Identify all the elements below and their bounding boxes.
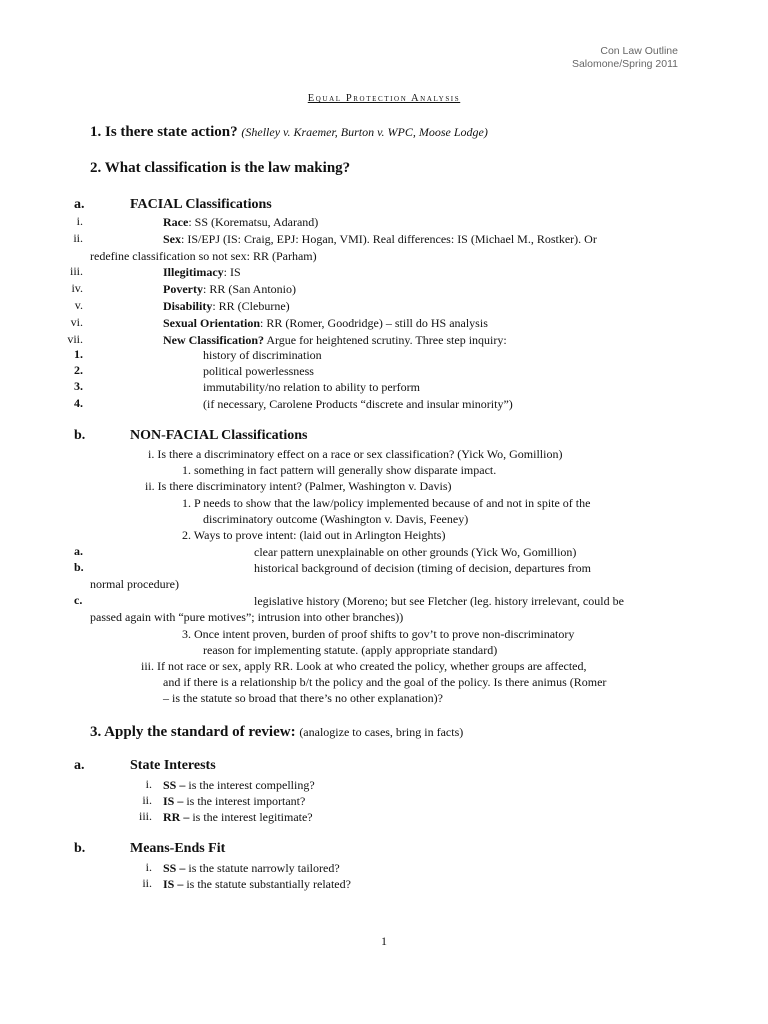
- nonfacial-line-16: – is the statute so broad that there’s no other explanation)?: [163, 691, 443, 705]
- nonfacial-line-1: i. Is there a discriminatory effect on a race or sex classification? (Yick Wo, Gomillion): [148, 447, 563, 461]
- facial-step-number: 2.: [74, 363, 83, 378]
- nonfacial-line-11: passed again with “pure motives”; intrusion into other branches)): [90, 610, 404, 624]
- facial-item-text: : RR (Cleburne): [212, 299, 290, 313]
- page-number: 1: [381, 934, 387, 948]
- state-interest-number: i.: [145, 777, 152, 791]
- means-ends-label: IS –: [163, 877, 184, 891]
- facial-step-text: history of discrimination: [203, 348, 322, 362]
- facial-item-number: v.: [74, 298, 83, 312]
- means-ends-item: [163, 876, 351, 892]
- facial-item: [163, 231, 597, 247]
- means-ends-item: [163, 860, 340, 876]
- state-interest-text: is the interest important?: [183, 794, 306, 808]
- question-1-cases: (Shelley v. Kraemer, Burton v. WPC, Moose Lodge): [241, 125, 488, 139]
- facial-item: [163, 281, 296, 297]
- facial-item-text: redefine classification so not sex: RR (Parham): [90, 248, 317, 263]
- facial-item-number: vi.: [70, 314, 83, 329]
- facial-item-label: Sex: [163, 231, 181, 246]
- nonfacial-line-2: 1. something in fact pattern will generally show disparate impact.: [182, 463, 497, 477]
- nonfacial-line-4: 1. P needs to show that the law/policy implemented because of and not in spite of the: [182, 496, 591, 510]
- means-ends-label: SS –: [163, 861, 186, 875]
- facial-item: [90, 248, 317, 264]
- state-interest-item: [163, 809, 313, 825]
- nonfacial-line-14: iii. If not race or sex, apply RR. Look at who created the policy, whether groups are affected,: [141, 659, 587, 673]
- facial-item-text: : RR (San Antonio): [202, 282, 296, 297]
- means-ends-text: is the statute substantially related?: [183, 877, 351, 891]
- facial-item-label: Sexual Orientation: [163, 315, 261, 330]
- state-letter: a.: [74, 758, 85, 773]
- state-interest-text: is the interest legitimate?: [189, 810, 313, 824]
- means-ends-number: i.: [145, 860, 152, 874]
- facial-item-label: Illegitimacy: [163, 265, 224, 280]
- nonfacial-line-7: clear pattern unexplainable on other grounds (Yick Wo, Gomillion): [254, 545, 577, 559]
- nonfacial-line-5: discriminatory outcome (Washington v. Davis, Feeney): [203, 512, 469, 526]
- state-interest-number: ii.: [142, 793, 152, 807]
- facial-step-number: 1.: [74, 347, 83, 361]
- header-term: Salomone/Spring 2011: [571, 58, 678, 70]
- facial-item-label: Poverty: [163, 282, 203, 297]
- facial-item: [163, 298, 290, 314]
- facial-item-label: Race: [163, 215, 189, 229]
- facial-step-text: immutability/no relation to ability to perform: [203, 380, 420, 395]
- facial-item-number: iii.: [69, 264, 83, 279]
- question-1-text: 1. Is there state action?: [90, 124, 242, 140]
- header-course: Con Law Outline: [600, 45, 678, 57]
- facial-item-label: New Classification?: [163, 332, 264, 347]
- state-interest-item: [163, 777, 315, 793]
- state-interest-label: SS –: [163, 778, 186, 792]
- facial-step-text: (if necessary, Carolene Products “discrete and insular minority”): [203, 396, 513, 411]
- intent-letter-c: c.: [74, 593, 83, 607]
- question-3-text: 3. Apply the standard of review:: [90, 724, 300, 740]
- question-2: 2. What classification is the law making?: [90, 160, 351, 176]
- means-ends-text: is the statute narrowly tailored?: [185, 861, 340, 875]
- nonfacial-line-6: 2. Ways to prove intent: (laid out in Arlington Heights): [182, 528, 446, 542]
- state-heading: State Interests: [130, 758, 216, 773]
- facial-item-text: : RR (Romer, Goodridge) – still do HS analysis: [260, 315, 488, 330]
- facial-step-number: 4.: [74, 395, 83, 410]
- facial-item-label: Disability: [163, 299, 213, 313]
- means-letter: b.: [74, 841, 86, 856]
- means-heading: Means-Ends Fit: [130, 841, 226, 856]
- question-3: [90, 724, 463, 741]
- nonfacial-line-10: legislative history (Moreno; but see Fletcher (leg. history irrelevant, could be: [254, 594, 624, 608]
- question-1: [90, 124, 488, 141]
- facial-item-text: Argue for heightened scrutiny. Three step inquiry:: [264, 332, 507, 347]
- facial-item: [163, 332, 507, 348]
- facial-item: [163, 315, 488, 331]
- facial-item-number: i.: [76, 214, 83, 228]
- means-ends-number: ii.: [142, 876, 152, 890]
- page-title: Equal Protection Analysis: [307, 93, 461, 104]
- facial-item-number: vii.: [67, 331, 83, 346]
- facial-step-number: 3.: [74, 379, 83, 394]
- nonfacial-line-15: and if there is a relationship b/t the policy and the goal of the policy. Is there animus (Romer: [163, 675, 607, 689]
- question-3-note: (analogize to cases, bring in facts): [299, 725, 464, 739]
- nonfacial-line-13: reason for implementing statute. (apply appropriate standard): [203, 643, 498, 657]
- facial-item-text: : SS (Korematsu, Adarand): [188, 215, 319, 229]
- state-interest-item: [163, 793, 305, 809]
- state-interest-number: iii.: [138, 809, 152, 823]
- facial-letter: a.: [74, 197, 85, 212]
- intent-letter-a: a.: [74, 544, 83, 558]
- nonfacial-line-12: 3. Once intent proven, burden of proof shifts to gov’t to prove non-discriminatory: [182, 627, 575, 641]
- facial-item-number: ii.: [73, 230, 83, 245]
- state-interest-label: IS –: [163, 794, 184, 808]
- nonfacial-line-9: normal procedure): [90, 577, 179, 591]
- facial-item-text: : IS: [223, 265, 241, 280]
- facial-item-number: iv.: [71, 281, 83, 296]
- facial-item: [163, 264, 241, 280]
- nonfacial-line-8: historical background of decision (timing of decision, departures from: [254, 561, 591, 575]
- facial-item-text: : IS/EPJ (IS: Craig, EPJ: Hogan, VMI). Real differences: IS (Michael M., Rostker). Or: [181, 231, 597, 246]
- facial-step-text: political powerlessness: [203, 364, 314, 379]
- intent-letter-b: b.: [74, 560, 84, 574]
- state-interest-label: RR –: [163, 810, 190, 824]
- state-interest-text: is the interest compelling?: [185, 778, 315, 792]
- nonfacial-line-3: ii. Is there discriminatory intent? (Palmer, Washington v. Davis): [145, 479, 452, 493]
- nonfacial-letter: b.: [74, 428, 86, 443]
- facial-item: [163, 214, 318, 230]
- facial-heading: FACIAL Classifications: [130, 197, 272, 212]
- nonfacial-heading: NON-FACIAL Classifications: [130, 428, 308, 443]
